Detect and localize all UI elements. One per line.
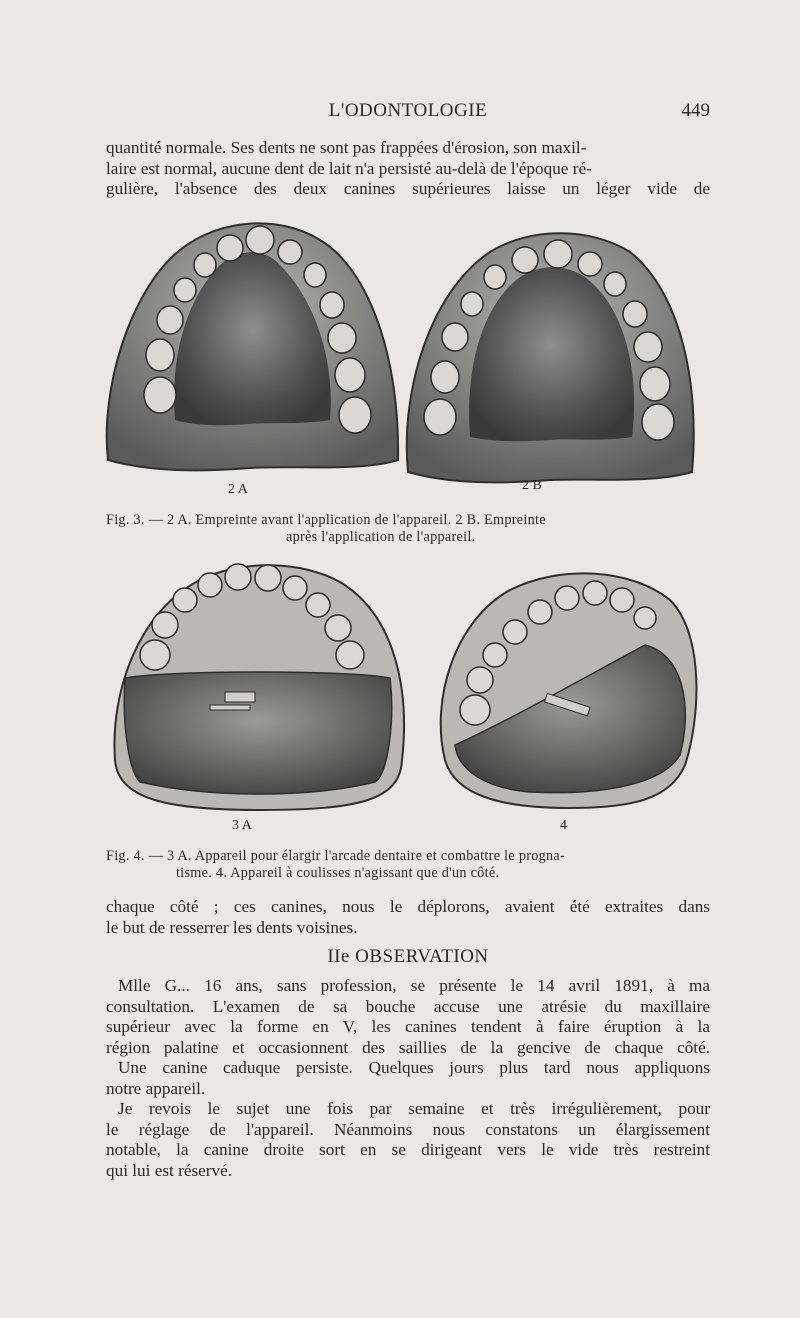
text-line: quantité normale. Ses dents ne sont pas frappées d'érosion, son maxil- (106, 138, 587, 157)
text-line: laire est normal, aucune dent de lait n'a persisté au-delà de l'époque ré- (106, 158, 592, 178)
figure-3-caption (106, 512, 710, 545)
continuation-paragraph (106, 897, 710, 938)
caption-line: Fig. 3. — 2 A. Empreinte avant l'application de l'appareil. 2 B. Empreinte (106, 512, 546, 528)
text-line: notable, la canine droite sort en se dirigeant vers le vide très restreint (106, 1140, 710, 1159)
cast-2a (107, 223, 398, 470)
running-head (106, 100, 710, 126)
text-line: supérieur avec la forme en V, les canines tendent à faire éruption à la (106, 1017, 710, 1036)
section-heading: IIe OBSERVATION (327, 946, 489, 967)
appliance-3a (114, 564, 404, 810)
observation-text (106, 976, 710, 1181)
top-paragraph (106, 138, 710, 200)
text-line: Une canine caduque persiste. Quelques jours plus tard nous appliquons (118, 1058, 710, 1077)
figure-3 (100, 210, 700, 500)
caption-line: Fig. 4. — 3 A. Appareil pour élargir l'arcade dentaire et combattre le progna- (106, 848, 566, 864)
caption-line: après l'application de l'appareil. (286, 528, 476, 545)
figure-label-2a: 2 A (228, 482, 248, 497)
dental-appliance-pair-illustration (110, 560, 700, 815)
text-line: le but de resserrer les dents voisines. (106, 917, 358, 937)
text-line: notre appareil. (106, 1078, 206, 1098)
text-line: chaque côté ; ces canines, nous le déplorons, avaient été extraites dans (106, 897, 710, 916)
text-line: consultation. L'examen de sa bouche accuse une atrésie du maxillaire (106, 996, 710, 1016)
dental-cast-pair-illustration (100, 210, 700, 500)
figure-4-caption (106, 848, 710, 881)
figure-label-2b: 2 B (522, 478, 542, 493)
text-line: Je revois le sujet une fois par semaine et très irrégulièrement, pour (118, 1099, 710, 1118)
caption-line: tisme. 4. Appareil à coulisses n'agissant que d'un côté. (176, 864, 500, 881)
figure-label-4: 4 (560, 818, 567, 833)
text-line: qui lui est réservé. (106, 1160, 233, 1180)
page-number: 449 (681, 100, 710, 121)
text-line: Mlle G... 16 ans, sans profession, se présente le 14 avril 1891, à ma (118, 976, 710, 995)
figure-4 (110, 560, 700, 815)
appliance-4 (441, 573, 697, 808)
figure-label-3a: 3 A (232, 818, 252, 833)
text-line: gulière, l'absence des deux canines supérieures laisse un léger vide de (106, 179, 710, 198)
text-line: le réglage de l'appareil. Néanmoins nous constatons un élargissement (106, 1119, 710, 1139)
running-title: L'ODONTOLOGIE (328, 100, 488, 121)
text-line: région palatine et occasionnent des saillies de la gencive de chaque côté. (106, 1037, 710, 1057)
cast-2b (407, 233, 694, 482)
